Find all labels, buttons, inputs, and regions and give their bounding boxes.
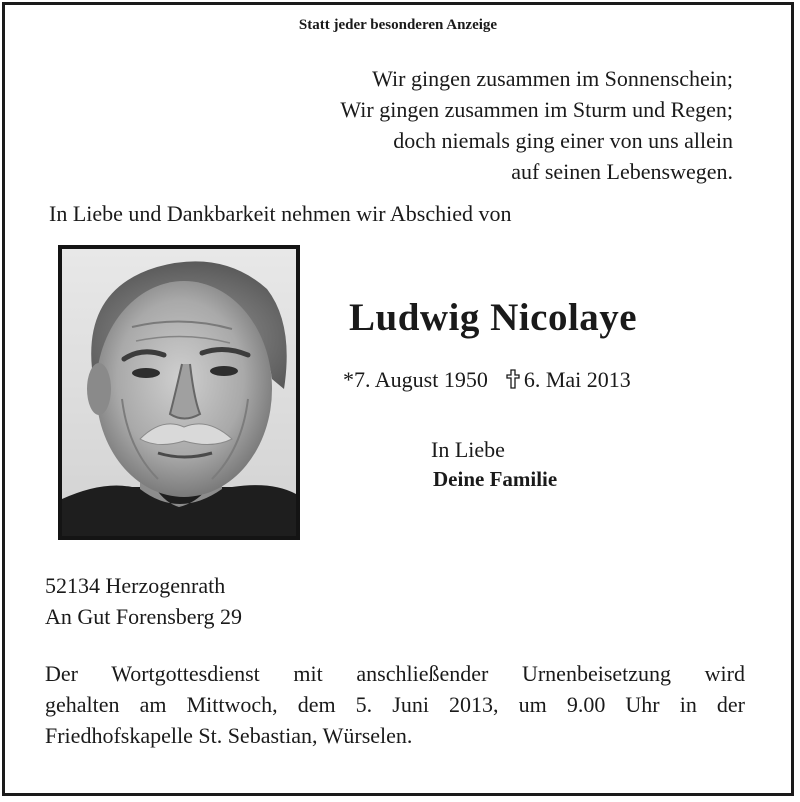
deceased-name: Ludwig Nicolaye	[349, 296, 638, 339]
obituary-card	[2, 2, 794, 796]
address-line: An Gut Forensberg 29	[45, 604, 242, 629]
service-line: gehalten am Mittwoch, dem 5. Juni 2013, um 9.00 Uhr in der	[45, 692, 745, 717]
mourners-address	[45, 570, 242, 632]
death-date: 6. Mai 2013	[523, 367, 631, 392]
notice-header: Statt jeder besonderen Anzeige	[298, 17, 498, 33]
poem	[173, 63, 733, 187]
farewell-intro: In Liebe und Dankbarkeit nehmen wir Abschied von	[49, 201, 512, 226]
poem-line: doch niemals ging einer von uns allein	[393, 128, 733, 153]
portrait-image	[62, 249, 296, 536]
service-notice	[45, 658, 745, 751]
poem-line: Wir gingen zusammen im Sonnenschein;	[372, 66, 733, 91]
life-dates	[343, 367, 631, 395]
poem-line: Wir gingen zusammen im Sturm und Regen;	[340, 97, 733, 122]
closing-line: In Liebe	[431, 437, 505, 462]
portrait-photo	[58, 245, 300, 540]
birth-date: *7. August 1950	[343, 367, 488, 392]
service-line: Der Wortgottesdienst mit anschließender Urnenbeisetzung wird	[45, 661, 745, 686]
service-line: Friedhofskapelle St. Sebastian, Würselen.	[45, 723, 413, 748]
closing-signature: Deine Familie	[433, 467, 558, 491]
poem-line: auf seinen Lebenswegen.	[511, 159, 733, 184]
cross-icon	[506, 369, 520, 395]
address-line: 52134 Herzogenrath	[45, 573, 226, 598]
